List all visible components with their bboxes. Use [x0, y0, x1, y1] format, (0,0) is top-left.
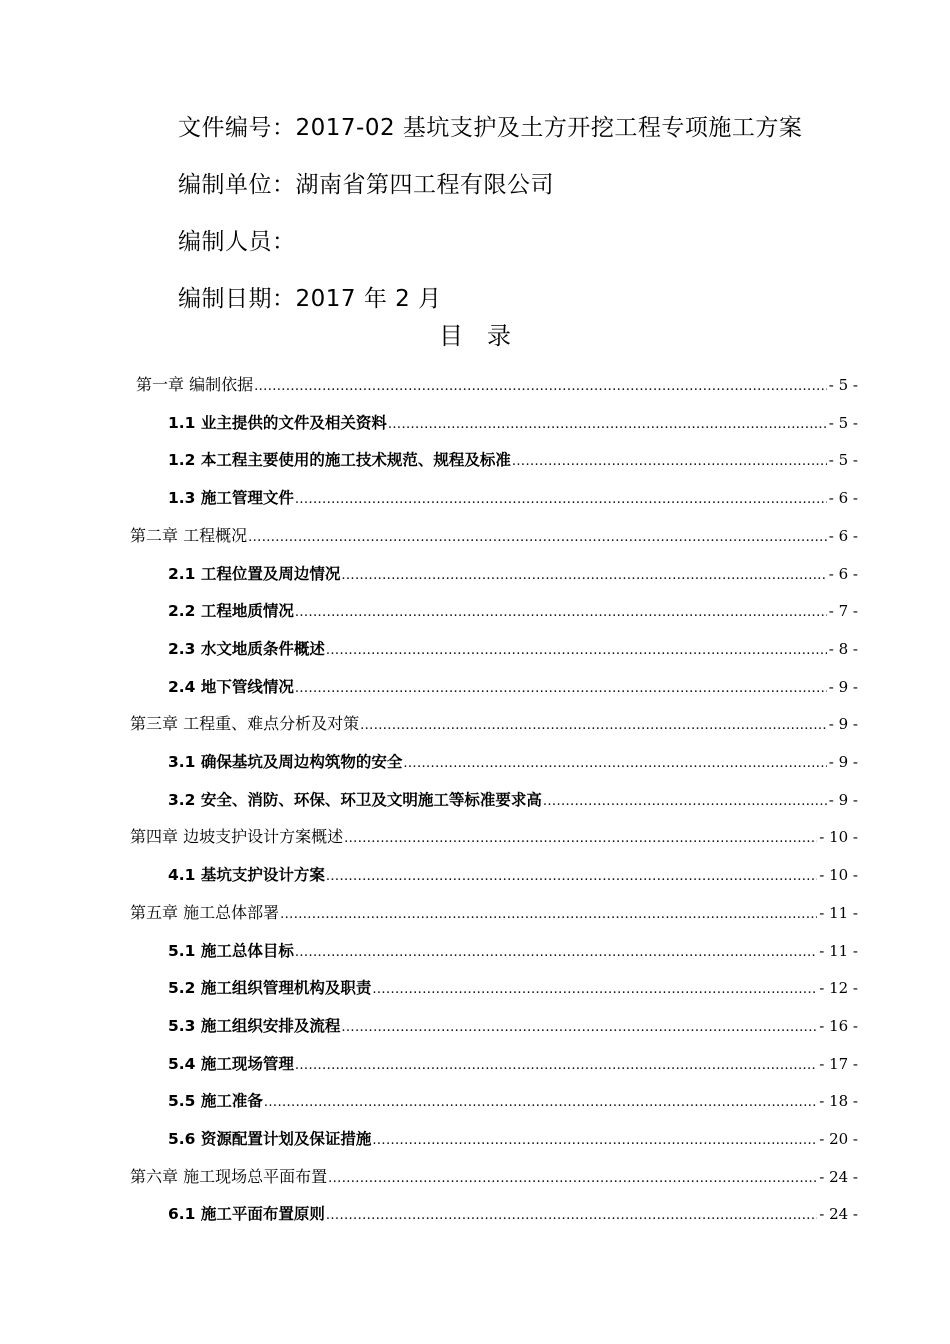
toc-dot-leader	[326, 636, 827, 666]
toc-dot-leader	[280, 900, 817, 930]
toc-page-number: - 24 -	[819, 1168, 858, 1186]
toc-entry-title: 6.1 施工平面布置原则	[168, 1205, 325, 1223]
toc-page-number: - 7 -	[828, 602, 858, 620]
toc-section-entry[interactable]	[168, 445, 858, 475]
toc-dot-leader	[248, 523, 827, 553]
toc-section-entry[interactable]	[168, 1124, 858, 1154]
toc-page-number: - 9 -	[828, 715, 858, 733]
toc-section-entry[interactable]	[168, 860, 858, 890]
toc-entry-title: 2.1 工程位置及周边情况	[168, 565, 341, 583]
toc-dot-leader	[341, 561, 826, 591]
toc-section-entry[interactable]	[168, 483, 858, 513]
toc-chapter-entry[interactable]	[130, 822, 858, 852]
toc-dot-leader	[372, 975, 817, 1005]
toc-page-number: - 10 -	[819, 828, 858, 846]
toc-section-entry[interactable]	[168, 596, 858, 626]
toc-entry-title: 第三章 工程重、难点分析及对策	[130, 714, 360, 733]
toc-entry-title: 1.3 施工管理文件	[168, 489, 294, 507]
toc-entry-title: 5.5 施工准备	[168, 1092, 263, 1110]
toc-section-entry[interactable]	[168, 973, 858, 1003]
toc-dot-leader	[543, 787, 827, 817]
toc-chapter-entry[interactable]	[130, 709, 858, 739]
toc-entry-title: 5.1 施工总体目标	[168, 942, 294, 960]
toc-dot-leader	[512, 447, 827, 477]
toc-entry-title: 5.4 施工现场管理	[168, 1055, 294, 1073]
toc-entry-title: 第二章 工程概况	[130, 526, 248, 545]
compiling-date-line: 编制日期：2017 年 2 月	[178, 286, 442, 312]
toc-dot-leader	[326, 1201, 817, 1231]
toc-section-entry[interactable]	[168, 559, 858, 589]
toc-page-number: - 17 -	[819, 1055, 858, 1073]
toc-dot-leader	[295, 598, 827, 628]
toc-entry-title: 3.2 安全、消防、环保、环卫及文明施工等标准要求高	[168, 791, 542, 809]
toc-section-entry[interactable]	[168, 785, 858, 815]
toc-section-entry[interactable]	[168, 408, 858, 438]
toc-dot-leader	[264, 1088, 817, 1118]
toc-dot-leader	[295, 485, 827, 515]
toc-dot-leader	[372, 1126, 817, 1156]
toc-section-entry[interactable]	[168, 1199, 858, 1229]
toc-entry-title: 1.2 本工程主要使用的施工技术规范、规程及标准	[168, 451, 511, 469]
toc-section-entry[interactable]	[168, 936, 858, 966]
compiling-personnel-line: 编制人员：	[178, 229, 296, 255]
toc-page-number: - 5 -	[828, 414, 858, 432]
toc-entry-title: 4.1 基坑支护设计方案	[168, 866, 325, 884]
toc-entry-title: 第六章 施工现场总平面布置	[130, 1167, 328, 1186]
toc-page-number: - 5 -	[828, 451, 858, 469]
document-header	[178, 108, 802, 336]
toc-chapter-entry[interactable]	[136, 370, 858, 400]
toc-page-number: - 5 -	[828, 376, 858, 394]
toc-section-entry[interactable]	[168, 1086, 858, 1116]
toc-page-number: - 6 -	[828, 565, 858, 583]
toc-page-number: - 6 -	[828, 489, 858, 507]
toc-dot-leader	[360, 711, 827, 741]
toc-entry-title: 第四章 边坡支护设计方案概述	[130, 827, 344, 846]
toc-page-number: - 9 -	[828, 791, 858, 809]
toc-page-number: - 11 -	[819, 942, 858, 960]
toc-section-entry[interactable]	[168, 747, 858, 777]
toc-entry-title: 2.4 地下管线情况	[168, 678, 294, 696]
toc-entry-title: 2.2 工程地质情况	[168, 602, 294, 620]
toc-dot-leader	[326, 862, 817, 892]
toc-entry-title: 3.1 确保基坑及周边构筑物的安全	[168, 753, 403, 771]
toc-dot-leader	[403, 749, 826, 779]
toc-page-number: - 9 -	[828, 678, 858, 696]
toc-entry-title: 5.3 施工组织安排及流程	[168, 1017, 341, 1035]
toc-entry-title: 1.1 业主提供的文件及相关资料	[168, 414, 387, 432]
toc-dot-leader	[388, 410, 827, 440]
toc-dot-leader	[295, 1051, 817, 1081]
toc-dot-leader	[295, 938, 817, 968]
toc-entry-title: 5.2 施工组织管理机构及职责	[168, 979, 372, 997]
toc-page-number: - 6 -	[828, 527, 858, 545]
toc-entry-title: 2.3 水文地质条件概述	[168, 640, 325, 658]
toc-chapter-entry[interactable]	[130, 898, 858, 928]
toc-chapter-entry[interactable]	[130, 1162, 858, 1192]
toc-page-number: - 24 -	[819, 1205, 858, 1223]
toc-entry-title: 第一章 编制依据	[136, 375, 254, 394]
toc-page-number: - 20 -	[819, 1130, 858, 1148]
toc-section-entry[interactable]	[168, 1049, 858, 1079]
toc-dot-leader	[295, 674, 827, 704]
toc-title: 目录	[439, 322, 535, 350]
toc-page-number: - 10 -	[819, 866, 858, 884]
toc-section-entry[interactable]	[168, 634, 858, 664]
toc-chapter-entry[interactable]	[130, 521, 858, 551]
toc-page-number: - 18 -	[819, 1092, 858, 1110]
toc-dot-leader	[341, 1013, 817, 1043]
toc-page-number: - 9 -	[828, 753, 858, 771]
toc-section-entry[interactable]	[168, 1011, 858, 1041]
toc-dot-leader	[254, 372, 827, 402]
toc-entry-title: 5.6 资源配置计划及保证措施	[168, 1130, 372, 1148]
toc-page-number: - 12 -	[819, 979, 858, 997]
toc-page-number: - 8 -	[828, 640, 858, 658]
compiling-unit-line: 编制单位：湖南省第四工程有限公司	[178, 172, 554, 198]
toc-dot-leader	[344, 824, 817, 854]
file-number-line: 文件编号：2017-02 基坑支护及土方开挖工程专项施工方案	[178, 115, 803, 141]
toc-page-number: - 16 -	[819, 1017, 858, 1035]
toc-dot-leader	[328, 1164, 817, 1194]
toc-page-number: - 11 -	[819, 904, 858, 922]
toc-entry-title: 第五章 施工总体部署	[130, 903, 280, 922]
toc-section-entry[interactable]	[168, 672, 858, 702]
